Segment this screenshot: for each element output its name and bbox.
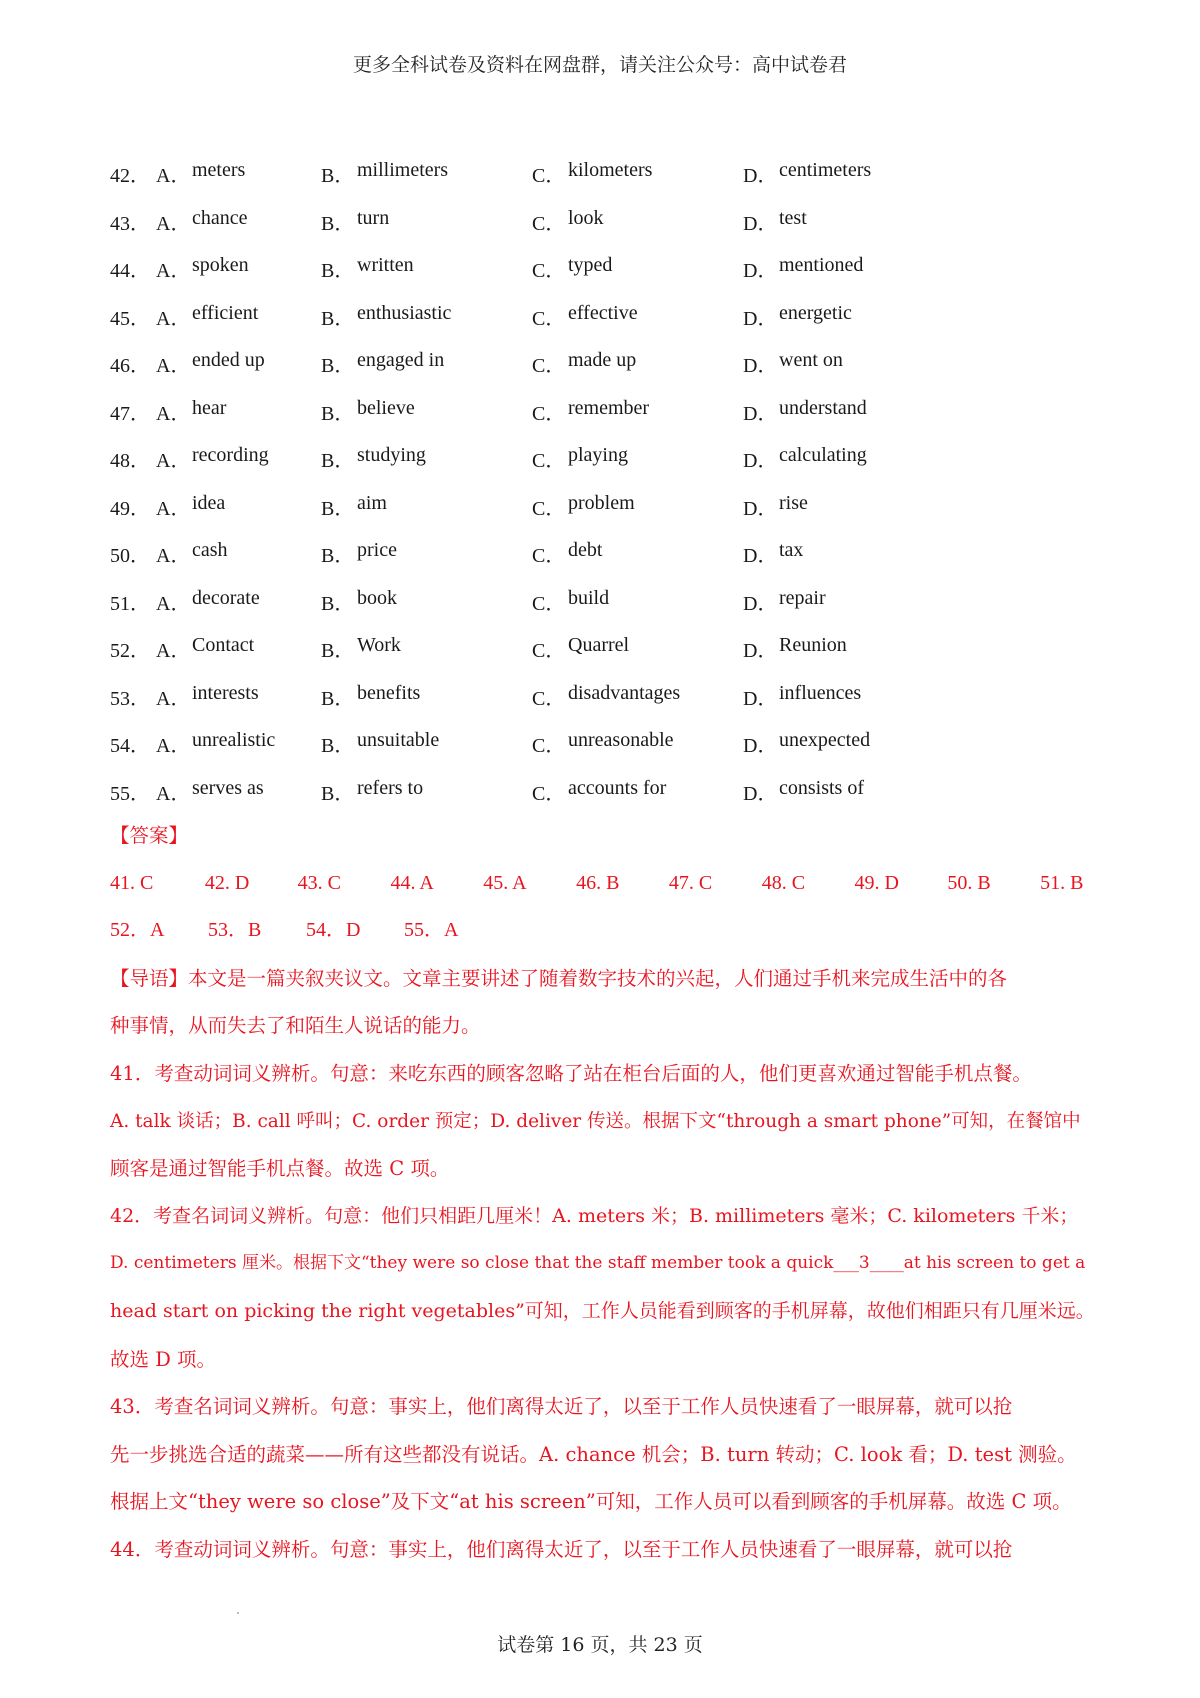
question-number: 50． bbox=[110, 545, 150, 568]
option-letter: D． bbox=[743, 212, 778, 235]
option-letter: B． bbox=[321, 450, 355, 473]
option-letter: A． bbox=[156, 782, 191, 805]
answer-item: 55．A bbox=[404, 919, 459, 942]
answer-item: 42. D bbox=[204, 871, 250, 894]
explanation-line: 根据上文“they were so close”及下文“at his screen”可知，工作人员可以看到顾客的手机屏幕。故选 C 项。 bbox=[110, 1490, 1072, 1514]
option-letter: A． bbox=[156, 355, 191, 378]
question-row bbox=[110, 388, 1110, 436]
question-row bbox=[110, 530, 1110, 578]
option-text: enthusiastic bbox=[357, 301, 452, 324]
option-a bbox=[156, 349, 321, 378]
question-number: 42． bbox=[110, 165, 150, 188]
option-c bbox=[532, 397, 743, 426]
option-text: book bbox=[357, 586, 397, 609]
option-c bbox=[532, 302, 743, 331]
option-c bbox=[532, 539, 743, 568]
option-text: influences bbox=[779, 681, 862, 704]
explanation-line: 顾客是通过智能手机点餐。故选 C 项。 bbox=[110, 1157, 450, 1181]
option-text: refers to bbox=[357, 776, 424, 799]
option-text: playing bbox=[568, 444, 628, 467]
option-b bbox=[321, 729, 532, 758]
answer-item: 49. D bbox=[854, 871, 899, 894]
answer-item: 50. B bbox=[947, 871, 991, 894]
option-letter: A． bbox=[156, 735, 191, 758]
option-c bbox=[532, 587, 743, 616]
option-letter: C． bbox=[532, 735, 566, 758]
option-a bbox=[156, 254, 321, 283]
option-a bbox=[156, 492, 321, 521]
option-text: hear bbox=[192, 396, 227, 419]
question-number: 52． bbox=[110, 640, 150, 663]
option-text: turn bbox=[357, 206, 390, 229]
option-letter: D． bbox=[743, 402, 778, 425]
option-c bbox=[532, 777, 743, 806]
option-text: Contact bbox=[192, 634, 255, 657]
option-letter: C． bbox=[532, 497, 566, 520]
option-c bbox=[532, 682, 743, 711]
option-b bbox=[321, 634, 532, 663]
option-letter: B． bbox=[321, 640, 355, 663]
option-letter: D． bbox=[743, 687, 778, 710]
option-text: disadvantages bbox=[568, 681, 681, 704]
explanation-line: 故选 D 项。 bbox=[110, 1347, 217, 1371]
explanation-line: D. centimeters 厘米。根据下文“they were so close that the staff member took a quick___3____at his screen to get a bbox=[110, 1253, 1086, 1274]
option-letter: B． bbox=[321, 212, 355, 235]
option-text: test bbox=[779, 206, 807, 229]
option-a bbox=[156, 207, 321, 236]
answer-item: 53．B bbox=[208, 919, 262, 942]
option-text: idea bbox=[192, 491, 226, 514]
option-text: understand bbox=[779, 396, 867, 419]
options-list bbox=[110, 150, 1110, 815]
option-text: serves as bbox=[192, 776, 264, 799]
option-d bbox=[743, 492, 963, 521]
explanation-line: 种事情，从而失去了和陌生人说话的能力。 bbox=[110, 1014, 481, 1038]
option-c bbox=[532, 634, 743, 663]
option-letter: C． bbox=[532, 307, 566, 330]
option-text: energetic bbox=[779, 301, 852, 324]
answer-item: 44. A bbox=[390, 871, 434, 894]
option-letter: A． bbox=[156, 592, 191, 615]
option-b bbox=[321, 444, 532, 473]
question-row bbox=[110, 435, 1110, 483]
option-text: typed bbox=[568, 254, 613, 277]
option-letter: B． bbox=[321, 307, 355, 330]
option-text: accounts for bbox=[568, 776, 667, 799]
answer-item: 51. B bbox=[1040, 871, 1084, 894]
option-letter: B． bbox=[321, 402, 355, 425]
option-d bbox=[743, 682, 963, 711]
option-a bbox=[156, 682, 321, 711]
option-letter: A． bbox=[156, 687, 191, 710]
option-letter: C． bbox=[532, 545, 566, 568]
option-text: consists of bbox=[779, 776, 864, 799]
option-letter: B． bbox=[321, 735, 355, 758]
option-letter: D． bbox=[743, 355, 778, 378]
answers-row-1 bbox=[110, 860, 1100, 908]
option-letter: D． bbox=[743, 450, 778, 473]
question-row bbox=[110, 673, 1110, 721]
question-number: 47． bbox=[110, 402, 150, 425]
option-letter: C． bbox=[532, 640, 566, 663]
question-row bbox=[110, 625, 1110, 673]
option-d bbox=[743, 777, 963, 806]
option-text: look bbox=[568, 206, 604, 229]
question-number: 49． bbox=[110, 497, 150, 520]
answer-item: 54．D bbox=[306, 919, 361, 942]
option-b bbox=[321, 777, 532, 806]
option-letter: D． bbox=[743, 545, 778, 568]
option-a bbox=[156, 634, 321, 663]
option-letter: D． bbox=[743, 165, 778, 188]
option-a bbox=[156, 302, 321, 331]
option-letter: C． bbox=[532, 450, 566, 473]
option-d bbox=[743, 729, 963, 758]
option-letter: A． bbox=[156, 497, 191, 520]
question-row bbox=[110, 768, 1110, 816]
option-text: millimeters bbox=[357, 159, 449, 182]
option-letter: D． bbox=[743, 497, 778, 520]
option-a bbox=[156, 777, 321, 806]
option-d bbox=[743, 254, 963, 283]
option-a bbox=[156, 444, 321, 473]
question-row bbox=[110, 293, 1110, 341]
option-letter: C． bbox=[532, 782, 566, 805]
option-letter: C． bbox=[532, 260, 566, 283]
option-b bbox=[321, 539, 532, 568]
option-letter: B． bbox=[321, 592, 355, 615]
option-text: price bbox=[357, 539, 397, 562]
option-letter: A． bbox=[156, 545, 191, 568]
question-number: 45． bbox=[110, 307, 150, 330]
option-text: unsuitable bbox=[357, 729, 440, 752]
option-letter: C． bbox=[532, 355, 566, 378]
question-row bbox=[110, 483, 1110, 531]
option-text: effective bbox=[568, 301, 638, 324]
question-number: 43． bbox=[110, 212, 150, 235]
option-text: remember bbox=[568, 396, 650, 419]
answer-item: 52．A bbox=[110, 919, 165, 942]
option-b bbox=[321, 682, 532, 711]
answer-section bbox=[110, 812, 1100, 1574]
option-text: kilometers bbox=[568, 159, 653, 182]
answer-item: 47. C bbox=[668, 871, 713, 894]
question-row bbox=[110, 340, 1110, 388]
option-b bbox=[321, 159, 532, 188]
option-d bbox=[743, 587, 963, 616]
option-text: Reunion bbox=[779, 634, 847, 657]
option-d bbox=[743, 634, 963, 663]
option-c bbox=[532, 349, 743, 378]
option-a bbox=[156, 729, 321, 758]
option-letter: A． bbox=[156, 212, 191, 235]
option-text: interests bbox=[192, 681, 259, 704]
option-c bbox=[532, 254, 743, 283]
question-row bbox=[110, 245, 1110, 293]
option-d bbox=[743, 207, 963, 236]
option-b bbox=[321, 587, 532, 616]
option-d bbox=[743, 349, 963, 378]
option-letter: C． bbox=[532, 402, 566, 425]
option-text: decorate bbox=[192, 586, 260, 609]
option-text: problem bbox=[568, 491, 635, 514]
question-row bbox=[110, 720, 1110, 768]
explanation-line: 44．考查动词词义辨析。句意：事实上，他们离得太近了，以至于工作人员快速看了一眼屏幕，就可以抢 bbox=[110, 1537, 1013, 1561]
option-text: Work bbox=[357, 634, 401, 657]
answers-row-2 bbox=[110, 907, 1100, 955]
option-d bbox=[743, 539, 963, 568]
option-c bbox=[532, 159, 743, 188]
option-letter: A． bbox=[156, 640, 191, 663]
option-letter: A． bbox=[156, 450, 191, 473]
option-text: chance bbox=[192, 206, 248, 229]
answer-item: 45. A bbox=[483, 871, 527, 894]
option-letter: B． bbox=[321, 497, 355, 520]
option-text: meters bbox=[192, 159, 246, 182]
option-text: ended up bbox=[192, 349, 265, 372]
page-header: 更多全科试卷及资料在网盘群，请关注公众号：高中试卷君 bbox=[352, 54, 847, 76]
option-letter: D． bbox=[743, 782, 778, 805]
explanation-line: A. talk 谈话；B. call 呼叫；C. order 预定；D. deliver 传送。根据下文“through a smart phone”可知，在餐馆中 bbox=[110, 1110, 1081, 1132]
option-letter: A． bbox=[156, 402, 191, 425]
answer-item: 46. B bbox=[576, 871, 620, 894]
option-d bbox=[743, 397, 963, 426]
option-text: build bbox=[568, 586, 610, 609]
option-letter: C． bbox=[532, 212, 566, 235]
answer-item: 41. C bbox=[110, 871, 154, 894]
explanation-line: 【导语】本文是一篇夹叙夹议文。文章主要讲述了随着数字技术的兴起，人们通过手机来完成生活中的各 bbox=[110, 966, 1008, 990]
page-footer: 试卷第 16 页，共 23 页 bbox=[497, 1634, 703, 1656]
option-c bbox=[532, 729, 743, 758]
option-text: believe bbox=[357, 396, 415, 419]
option-text: unreasonable bbox=[568, 729, 674, 752]
option-letter: C． bbox=[532, 687, 566, 710]
option-text: written bbox=[357, 254, 414, 277]
option-text: recording bbox=[192, 444, 269, 467]
scan-dot bbox=[237, 1612, 239, 1614]
option-text: unrealistic bbox=[192, 729, 276, 752]
option-text: rise bbox=[779, 491, 808, 514]
option-a bbox=[156, 397, 321, 426]
option-text: calculating bbox=[779, 444, 867, 467]
question-number: 51． bbox=[110, 592, 150, 615]
option-c bbox=[532, 492, 743, 521]
option-letter: D． bbox=[743, 307, 778, 330]
option-b bbox=[321, 397, 532, 426]
option-text: engaged in bbox=[357, 349, 445, 372]
option-a bbox=[156, 159, 321, 188]
option-d bbox=[743, 159, 963, 188]
option-b bbox=[321, 254, 532, 283]
option-text: Quarrel bbox=[568, 634, 630, 657]
option-letter: D． bbox=[743, 640, 778, 663]
option-letter: D． bbox=[743, 735, 778, 758]
option-letter: B． bbox=[321, 165, 355, 188]
question-number: 46． bbox=[110, 355, 150, 378]
option-d bbox=[743, 444, 963, 473]
option-text: tax bbox=[779, 539, 804, 562]
answer-item: 43. C bbox=[297, 871, 341, 894]
option-text: made up bbox=[568, 349, 637, 372]
option-text: spoken bbox=[192, 254, 249, 277]
option-text: aim bbox=[357, 491, 387, 514]
option-text: efficient bbox=[192, 301, 259, 324]
option-letter: D． bbox=[743, 260, 778, 283]
question-row bbox=[110, 578, 1110, 626]
option-letter: C． bbox=[532, 165, 566, 188]
explanation-line: 先一步挑选合适的蔬菜——所有这些都没有说话。A. chance 机会；B. turn 转动；C. look 看；D. test 测验。 bbox=[110, 1442, 1077, 1466]
option-letter: B． bbox=[321, 545, 355, 568]
option-text: went on bbox=[779, 349, 843, 372]
explanation-line: 43．考查名词词义辨析。句意：事实上，他们离得太近了，以至于工作人员快速看了一眼屏幕，就可以抢 bbox=[110, 1395, 1013, 1419]
option-letter: A． bbox=[156, 260, 191, 283]
option-letter: D． bbox=[743, 592, 778, 615]
answer-heading: 【答案】 bbox=[110, 824, 189, 847]
option-letter: B． bbox=[321, 687, 355, 710]
question-number: 53． bbox=[110, 687, 150, 710]
answer-item: 48. C bbox=[761, 871, 806, 894]
option-letter: A． bbox=[156, 307, 191, 330]
option-b bbox=[321, 207, 532, 236]
explanation-line: 41．考查动词词义辨析。句意：来吃东西的顾客忽略了站在柜台后面的人，他们更喜欢通过智能手机点餐。 bbox=[110, 1061, 1032, 1085]
option-text: benefits bbox=[357, 681, 421, 704]
option-a bbox=[156, 539, 321, 568]
option-c bbox=[532, 207, 743, 236]
option-letter: B． bbox=[321, 260, 355, 283]
option-c bbox=[532, 444, 743, 473]
option-b bbox=[321, 492, 532, 521]
option-text: cash bbox=[192, 539, 228, 562]
question-number: 44． bbox=[110, 260, 150, 283]
option-text: repair bbox=[779, 586, 826, 609]
option-b bbox=[321, 302, 532, 331]
question-number: 54． bbox=[110, 735, 150, 758]
option-letter: C． bbox=[532, 592, 566, 615]
option-letter: B． bbox=[321, 782, 355, 805]
option-text: mentioned bbox=[779, 254, 864, 277]
option-d bbox=[743, 302, 963, 331]
explanation-line: 42．考查名词词义辨析。句意：他们只相距几厘米！A. meters 米；B. millimeters 毫米；C. kilometers 千米； bbox=[110, 1204, 1079, 1227]
option-text: centimeters bbox=[779, 159, 872, 182]
option-text: studying bbox=[357, 444, 426, 467]
option-text: unexpected bbox=[779, 729, 871, 752]
explanation bbox=[110, 955, 1100, 1574]
option-letter: B． bbox=[321, 355, 355, 378]
option-b bbox=[321, 349, 532, 378]
question-number: 48． bbox=[110, 450, 150, 473]
question-row bbox=[110, 150, 1110, 198]
option-letter: A． bbox=[156, 165, 191, 188]
option-text: debt bbox=[568, 539, 603, 562]
question-number: 55． bbox=[110, 782, 150, 805]
question-row bbox=[110, 198, 1110, 246]
explanation-line: head start on picking the right vegetables”可知，工作人员能看到顾客的手机屏幕，故他们相距只有几厘米远。 bbox=[110, 1299, 1095, 1322]
option-a bbox=[156, 587, 321, 616]
